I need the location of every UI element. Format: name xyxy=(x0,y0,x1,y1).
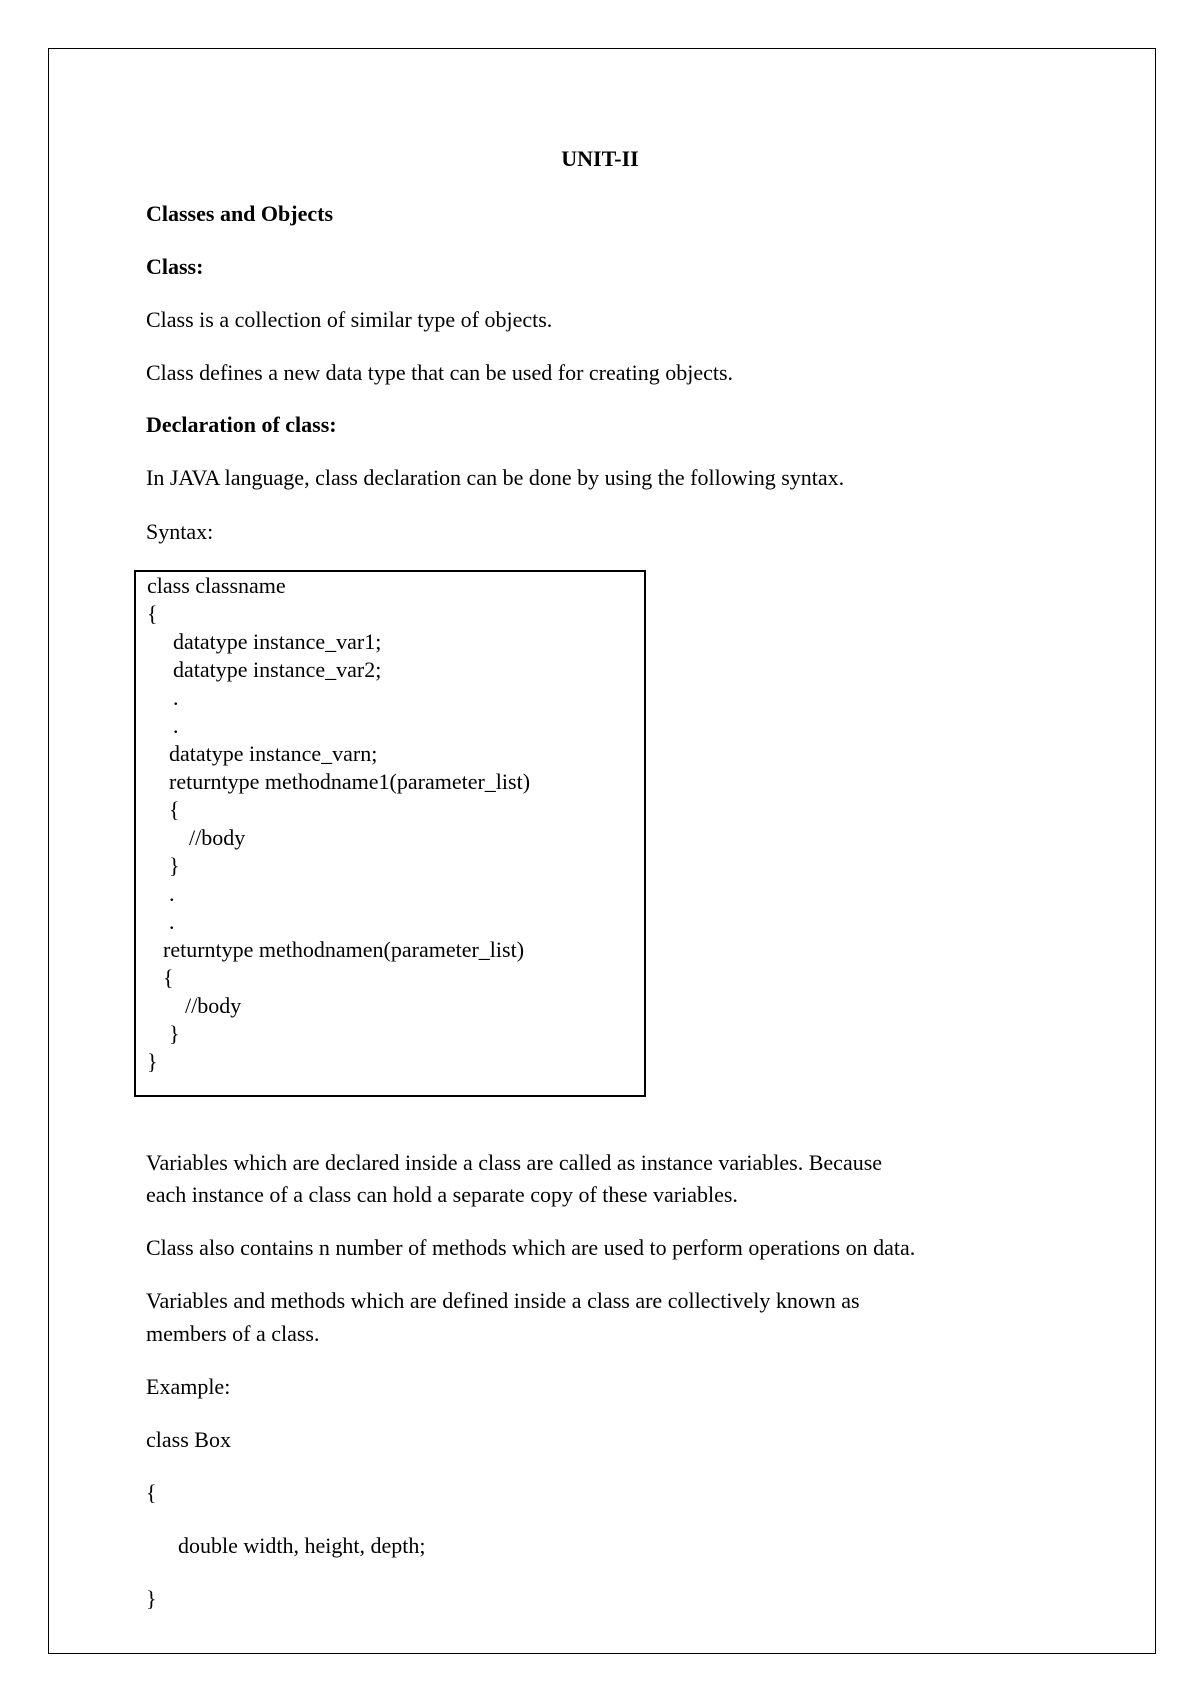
members-line-2: members of a class. xyxy=(146,1321,320,1346)
code-line: datatype instance_varn; xyxy=(169,741,378,766)
syntax-code-box xyxy=(134,570,646,1097)
code-line: . xyxy=(169,881,175,906)
code-line: class classname xyxy=(147,573,286,598)
example-code-line: { xyxy=(146,1480,157,1505)
code-line: returntype methodnamen(parameter_list) xyxy=(163,937,525,962)
code-line: //body xyxy=(185,993,242,1018)
definition-line-2: Class defines a new data type that can be used for creating objects. xyxy=(146,360,734,385)
instance-variables-line-2: each instance of a class can hold a separate copy of these variables. xyxy=(146,1182,738,1207)
section-heading: Classes and Objects xyxy=(146,201,334,226)
methods-paragraph: Class also contains n number of methods which are used to perform operations on data. xyxy=(146,1235,916,1260)
code-line: //body xyxy=(189,825,246,850)
definition-line-1: Class is a collection of similar type of objects. xyxy=(146,307,553,332)
code-line: { xyxy=(147,601,158,626)
syntax-label: Syntax: xyxy=(146,519,214,544)
code-line: } xyxy=(169,853,180,878)
example-label: Example: xyxy=(146,1374,231,1399)
members-line-1: Variables and methods which are defined inside a class are collectively known as xyxy=(146,1288,860,1313)
example-code-line: } xyxy=(146,1586,157,1611)
declaration-heading: Declaration of class: xyxy=(146,412,337,437)
instance-variables-line-1: Variables which are declared inside a class are called as instance variables. Because xyxy=(146,1150,883,1175)
code-line: { xyxy=(163,965,174,990)
code-line: { xyxy=(169,797,180,822)
code-line: . xyxy=(169,909,175,934)
code-line: . xyxy=(173,685,179,710)
code-line: datatype instance_var2; xyxy=(173,657,382,682)
example-code-line: class Box xyxy=(146,1427,231,1452)
example-code-line: double width, height, depth; xyxy=(178,1533,426,1558)
code-line: returntype methodname1(parameter_list) xyxy=(169,769,531,794)
declaration-intro: In JAVA language, class declaration can be done by using the following syntax. xyxy=(146,465,845,490)
code-line: } xyxy=(147,1049,158,1074)
code-line: datatype instance_var1; xyxy=(173,629,382,654)
code-line: } xyxy=(169,1021,180,1046)
code-line: . xyxy=(173,713,179,738)
class-heading: Class: xyxy=(146,254,204,279)
unit-title: UNIT-II xyxy=(561,146,639,171)
